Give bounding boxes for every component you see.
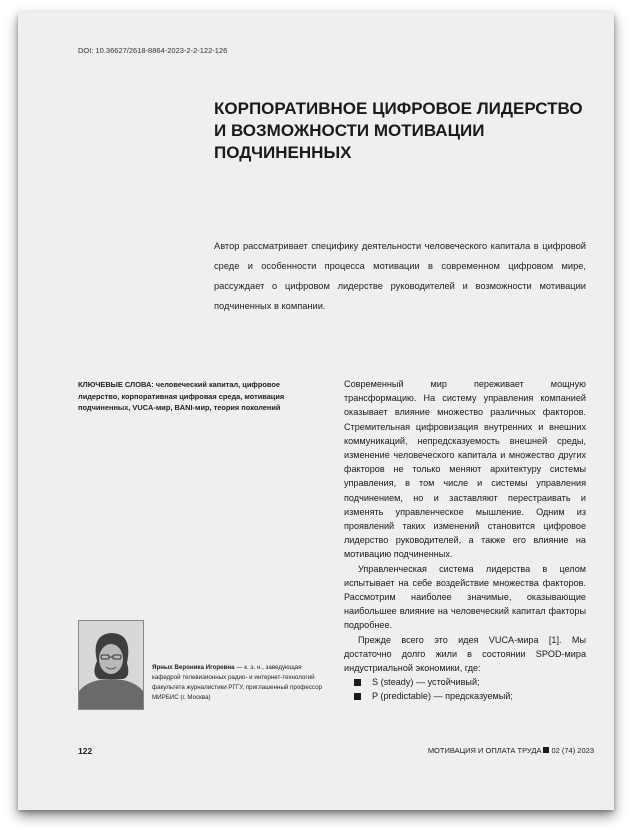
journal-page [18,12,614,810]
author-name: Ярных Вероника Игоревна [152,664,235,671]
body-paragraph-2: Управленческая система лидерства в целом испытывает на себе воздействие множества факторов. Рассмотрим наиболее значимые, оказывающие наибольшее влияние на человеческий капитал факторы подробнее. [344,563,586,631]
square-bullet-icon [354,679,361,686]
author-details: — к. э. н., заведующая кафедрой телевизионных радио- и интернет-технологий факультета журналистики РГГУ, приглашенный профессор МИРБИС (г. Москва) [152,664,322,701]
author-info [152,663,327,703]
page-number: 122 [78,746,93,756]
list-item-text: S (steady) — устойчивый; [372,677,480,688]
article-body [344,377,586,704]
author-portrait-icon [79,621,143,709]
list-item [344,689,586,703]
journal-footer [428,746,594,755]
issue-number: 02 (74) 2023 [551,746,594,755]
body-paragraph-1: Современный мир переживает мощную трансформацию. На систему управления компанией оказывает влияние множество различных факторов. Стремительная цифровизация внутренних и внешних коммуникаций, непредсказуемость внешней среды, изменение человеческого капитала и множество других факторов не только меняют архитектуру системы управления, в том числе и системы управления подчинением, но и заставляют перестраивать и изменять управленческое мышление. Одним из проявлений таких изменений становится цифровое лидерство руководителей, а также его влияние на мотивацию подчиненных. [344,379,586,560]
journal-name: МОТИВАЦИЯ И ОПЛАТА ТРУДА [427,746,542,755]
doi: DOI: 10.36627/2618-8864-2023-2-2-122-126 [78,46,228,55]
abstract: Автор рассматривает специфику деятельности человеческого капитала в цифровой среде и особенности процесса мотивации в современном цифровом мире, рассуждает о цифровом лидерстве руководителей и возможности мотивации подчиненных в компании. [214,241,586,311]
square-bullet-icon [354,693,361,700]
article-title: КОРПОРАТИВНОЕ ЦИФРОВОЕ ЛИДЕРСТВО И ВОЗМОЖНОСТИ МОТИВАЦИИ ПОДЧИНЕННЫХ [214,99,583,162]
author-photo [78,620,144,710]
bullet-list [344,675,586,703]
list-item-text: P (predictable) — предсказуемый; [372,691,513,702]
list-item [344,675,586,689]
square-separator-icon [543,747,549,753]
body-paragraph-3: Прежде всего это идея VUCA-мира [1]. Мы достаточно долго жили в состоянии SPOD-мира индустриальной экономики, где: [344,634,586,674]
keywords: КЛЮЧЕВЫЕ СЛОВА: человеческий капитал, цифровое лидерство, корпоративная цифровая среда, мотивация подчиненных, VUCA-мир, BANI-мир, теория поколений [78,380,285,412]
